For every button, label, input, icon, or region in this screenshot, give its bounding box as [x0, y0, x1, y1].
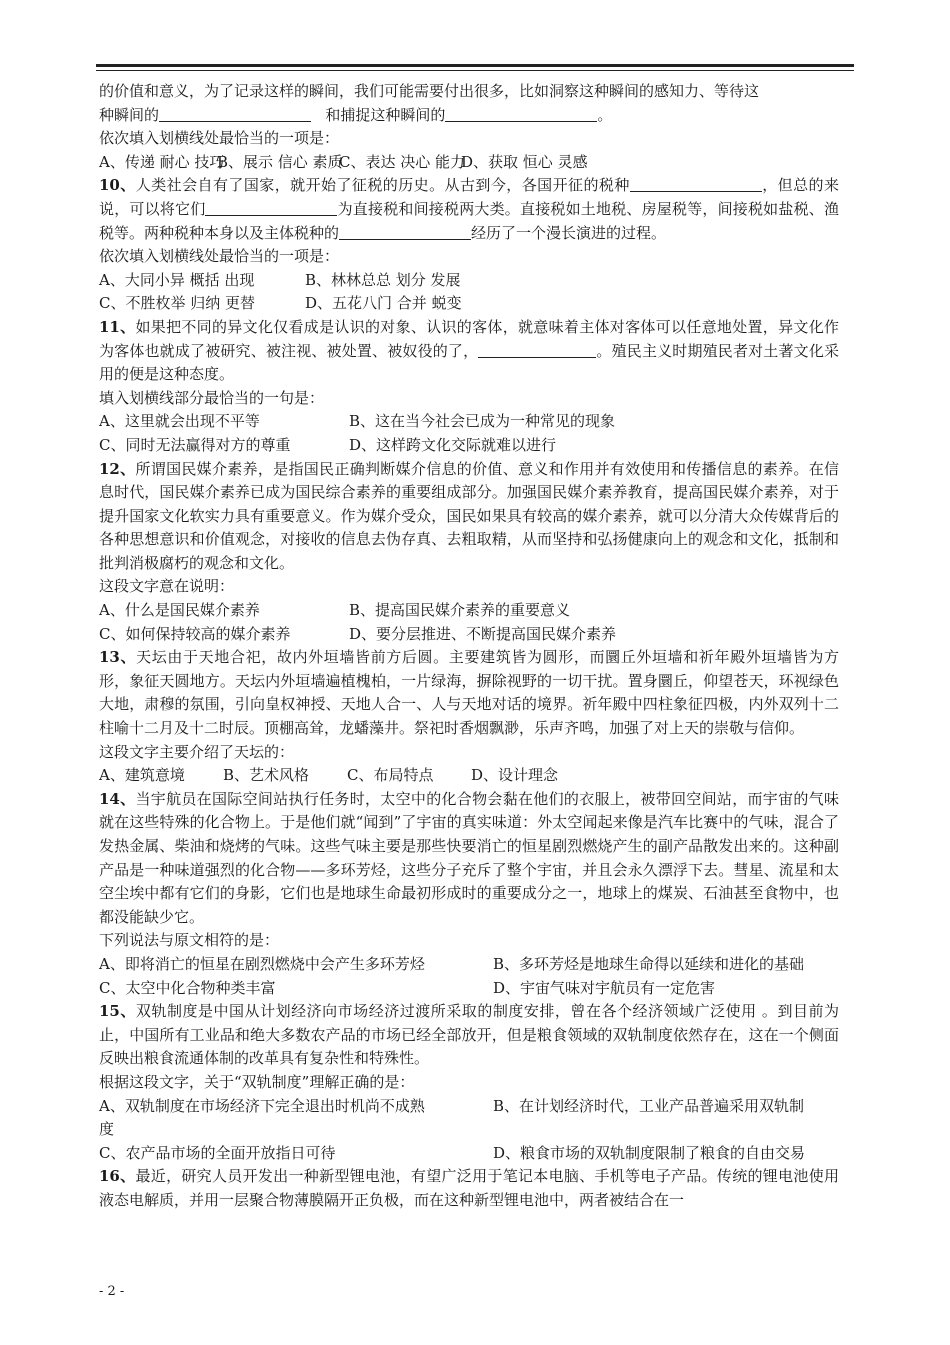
q10-options-row1	[99, 269, 839, 293]
q13-stem: 13、天坛由于天地合祀，故内外垣墙皆前方后圆。主要建筑皆为圆形，而圜丘外垣墙和祈年殿外垣墙皆为方形，象征天圆地方。天坛内外垣墙遍植槐柏，一片绿海，摒除视野的一切干扰。置身圜丘，仰望苍天，环视绿色大地，肃穆的氛围，引向皇权神授、天地人合一、人与天地对话的境界。祈年殿中四柱象征四极，内外双列十二柱喻十二月及十二时辰。顶棚高耸，龙蟠藻井。祭祀时香烟飘渺，乐声齐鸣，加强了对上天的崇敬与信仰。	[99, 648, 839, 738]
q11-option-a[interactable]: A、这里就会出现不平等	[99, 412, 260, 431]
q14-option-b[interactable]: B、多环芳烃是地球生命得以延续和进化的基础	[493, 954, 805, 973]
header-rule-thick	[96, 64, 854, 67]
q15-number: 15、	[99, 1002, 136, 1021]
q13-number: 13、	[99, 648, 137, 667]
q13-prompt: 这段文字主要介绍了天坛的：	[99, 742, 295, 761]
q11-option-b[interactable]: B、这在当今社会已成为一种常见的现象	[349, 412, 616, 431]
q11-options-row1	[99, 410, 839, 434]
q9-blank-2[interactable]	[445, 106, 597, 122]
q14-prompt: 下列说法与原文相符的是：	[99, 931, 280, 950]
q11-option-c[interactable]: C、同时无法赢得对方的尊重	[99, 435, 291, 454]
header-rule-thin	[96, 70, 854, 71]
q10-stem: 10、人类社会自有了国家，就开始了征税的历史。从古到今，各国开征的税种 ，但总的来说，可以将它们 为直接税和间接税两大类。直接税如土地税、房屋税等，间接税如盐税、渔税等。两种税种本身以及主体税种的 经历了一个漫长演进的过程。	[99, 176, 839, 242]
q10-option-d[interactable]: D、五花八门 合并 蜕变	[305, 294, 462, 313]
q9-prompt: 依次填入划横线处最恰当的一项是：	[99, 129, 340, 148]
q15-stem: 15、双轨制度是中国从计划经济向市场经济过渡所采取的制度安排，曾在各个经济领域广泛使用 。到目前为止，中国所有工业品和绝大多数农产品的市场已经全部放开，但是粮食领域的双轨制度依然存在，这在一个侧面反映出粮食流通体制的改革具有复杂性和特殊性。	[99, 1002, 840, 1068]
q13-option-b[interactable]: B、艺术风格	[223, 766, 310, 785]
page-number: - 2 -	[99, 1284, 125, 1299]
q16-number: 16、	[99, 1167, 136, 1186]
q13-option-c[interactable]: C、布局特点	[347, 766, 434, 785]
q14-option-a[interactable]: A、即将消亡的恒星在剧烈燃烧中会产生多环芳烃	[99, 954, 425, 973]
q9-option-b[interactable]: B、展示 信心 素质	[217, 152, 343, 171]
q10-blank-2[interactable]	[205, 200, 337, 216]
q10-prompt: 依次填入划横线处最恰当的一项是：	[99, 247, 340, 266]
q14-options-row1	[99, 953, 839, 977]
q12-option-b[interactable]: B、提高国民媒介素养的重要意义	[349, 601, 571, 620]
q9-blank-1[interactable]	[159, 106, 311, 122]
q12-options-row2	[99, 623, 839, 647]
q10-blank-3[interactable]	[339, 224, 471, 240]
q11-number: 11、	[99, 317, 136, 336]
q12-options-row1	[99, 599, 839, 623]
q14-option-c[interactable]: C、太空中化合物种类丰富	[99, 978, 276, 997]
q11-prompt: 填入划横线部分最恰当的一句是：	[99, 388, 325, 407]
q11-blank[interactable]	[478, 342, 596, 358]
exam-content	[99, 80, 839, 1213]
q12-option-a[interactable]: A、什么是国民媒介素养	[99, 601, 260, 620]
q12-stem: 12、所谓国民媒介素养，是指国民正确判断媒介信息的价值、意义和作用并有效使用和传播信息的素养。在信息时代，国民媒介素养已成为国民综合素养的重要组成部分。加强国民媒介素养教育，提高国民媒介素养，对于提升国家文化软实力具有重要意义。作为媒介受众，国民如果具有较高的媒介素养，就可以分清大众传媒背后的各种思想意识和价值观念，对接收的信息去伪存真、去粗取精，从而坚持和弘扬健康向上的观念和文化，抵制和批判消极腐朽的观念和文化。	[99, 459, 839, 572]
q11-option-d[interactable]: D、这样跨文化交际就难以进行	[349, 435, 557, 454]
q14-number: 14、	[99, 789, 136, 808]
q14-options-row2	[99, 977, 839, 1001]
q15-option-b-wrap: 度	[99, 1120, 115, 1139]
q16-stem: 16、最近，研究人员开发出一种新型锂电池，有望广泛用于笔记本电脑、手机等电子产品。传统的锂电池使用液态电解质，并用一层聚合物薄膜隔开正负极，而在这种新型锂电池中，两者被结合在一	[99, 1167, 839, 1209]
q14-stem: 14、当宇航员在国际空间站执行任务时，太空中的化合物会黏在他们的衣服上，被带回空间站，而宇宙的气味就在这些特殊的化合物上。于是他们就“闻到”了宇宙的真实味道：外太空闻起来像是汽车比赛中的气味，混合了发热金属、柴油和烧烤的气味。这些气味主要是那些快要消亡的恒星剧烈燃烧产生的副产品散发出来的。这种副产品是一种味道强烈的化合物——多环芳烃，这些分子充斥了整个宇宙，并且会永久漂浮下去。彗星、流星和太空尘埃中都有它们的身影，它们也是地球生命最初形成时的重要成分之一，地球上的煤炭、石油甚至食物中，也都没能缺少它。	[99, 789, 839, 926]
q13-option-d[interactable]: D、设计理念	[471, 766, 559, 785]
q9-option-a[interactable]: A、传递 耐心 技巧	[99, 152, 225, 171]
q10-option-b[interactable]: B、林林总总 划分 发展	[305, 270, 461, 289]
q9-line2: 种瞬间的 和捕捉这种瞬间的 。	[99, 105, 613, 124]
q15-option-d[interactable]: D、粮食市场的双轨制度限制了粮食的自由交易	[493, 1143, 806, 1162]
q12-number: 12、	[99, 459, 136, 478]
q10-blank-1[interactable]	[630, 176, 762, 192]
q9-options	[99, 151, 839, 175]
q9-option-d[interactable]: D、获取 恒心 灵感	[461, 152, 588, 171]
q13-option-a[interactable]: A、建筑意境	[99, 766, 185, 785]
q10-options-row2	[99, 292, 839, 316]
q11-stem: 11、如果把不同的异文化仅看成是认识的对象、认识的客体，就意味着主体对客体可以任意地处置，异文化作为客体也就成了被研究、被注视、被处置、被奴役的了， 。殖民主义时期殖民者对土著文化采用的便是这种态度。	[99, 317, 839, 384]
q15-option-c[interactable]: C、农产品市场的全面开放指日可待	[99, 1143, 336, 1162]
q15-options-row1	[99, 1095, 839, 1119]
q11-options-row2	[99, 434, 839, 458]
q12-option-d[interactable]: D、要分层推进、不断提高国民媒介素养	[349, 624, 617, 643]
q12-prompt: 这段文字意在说明：	[99, 577, 235, 596]
q9-option-c[interactable]: C、表达 决心 能力	[339, 152, 466, 171]
q15-prompt: 根据这段文字，关于“双轨制度”理解正确的是：	[99, 1072, 415, 1091]
q15-option-b[interactable]: B、在计划经济时代，工业产品普遍采用双轨制	[493, 1096, 805, 1115]
q15-options-row2	[99, 1142, 839, 1166]
q10-option-a[interactable]: A、大同小异 概括 出现	[99, 270, 255, 289]
q15-option-a[interactable]: A、双轨制度在市场经济下完全退出时机尚不成熟	[99, 1096, 425, 1115]
q14-option-d[interactable]: D、宇宙气味对宇航员有一定危害	[493, 978, 716, 997]
q10-option-c[interactable]: C、不胜枚举 归纳 更替	[99, 294, 256, 313]
q9-line1: 的价值和意义，为了记录这样的瞬间，我们可能需要付出很多，比如洞察这种瞬间的感知力、等待这	[99, 82, 760, 100]
q12-option-c[interactable]: C、如何保持较高的媒介素养	[99, 624, 291, 643]
q13-options	[99, 764, 839, 788]
q10-number: 10、	[99, 176, 136, 195]
